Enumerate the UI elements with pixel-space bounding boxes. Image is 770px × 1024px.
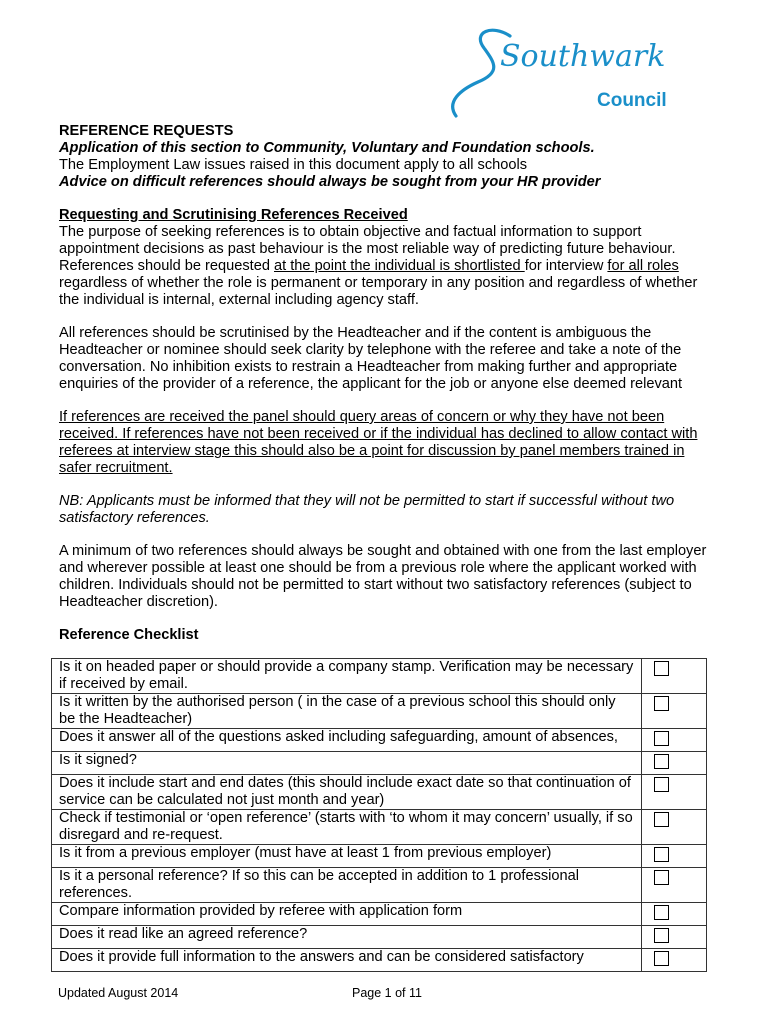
checklist-item-text: Is it signed? xyxy=(52,752,642,775)
nb-note: NB: Applicants must be informed that they will not be permitted to start if successful without two satisfactory references. xyxy=(59,493,675,526)
checkbox[interactable] xyxy=(654,661,669,676)
checkbox[interactable] xyxy=(654,847,669,862)
checklist-row xyxy=(52,694,707,729)
checklist-item-text: Check if testimonial or ‘open reference’ (starts with ‘to whom it may concern’ usually, if so disregard and re-request. xyxy=(52,810,642,845)
checklist-row xyxy=(52,659,707,694)
paragraph-query: If references are received the panel should query areas of concern or why they have not been received. If references have not been received or if the individual has declined to allow contact with referees at interview stage this should also be a point for discussion by panel members trained in safer recruitment. xyxy=(59,409,698,476)
checklist-item-text: Is it from a previous employer (must have at least 1 from previous employer) xyxy=(52,845,642,868)
footer-updated: Updated August 2014 xyxy=(58,986,179,1000)
checkbox[interactable] xyxy=(654,777,669,792)
checklist-row xyxy=(52,752,707,775)
checklist-row xyxy=(52,868,707,903)
checklist-item-text: Compare information provided by referee with application form xyxy=(52,903,642,926)
checklist-title: Reference Checklist xyxy=(59,627,199,643)
checkbox[interactable] xyxy=(654,731,669,746)
law-note: The Employment Law issues raised in this document apply to all schools xyxy=(59,157,528,173)
checklist-row xyxy=(52,845,707,868)
checkbox[interactable] xyxy=(654,951,669,966)
checkbox[interactable] xyxy=(654,870,669,885)
checklist-row xyxy=(52,926,707,949)
checkbox[interactable] xyxy=(654,696,669,711)
checklist-row xyxy=(52,729,707,752)
checklist-row xyxy=(52,775,707,810)
checkbox[interactable] xyxy=(654,754,669,769)
checklist-row xyxy=(52,810,707,845)
checkbox[interactable] xyxy=(654,905,669,920)
logo-wordmark: Southwark xyxy=(500,39,666,74)
checklist-item-text: Is it written by the authorised person ( in the case of a previous school this should only be the Headteacher) xyxy=(52,694,642,729)
checklist-item-text: Is it a personal reference? If so this can be accepted in addition to 1 professional references. xyxy=(52,868,642,903)
checklist-item-text: Does it provide full information to the answers and can be considered satisfactory xyxy=(52,949,642,972)
checkbox[interactable] xyxy=(654,812,669,827)
checklist-item-text: Is it on headed paper or should provide a company stamp. Verification may be necessary if received by email. xyxy=(52,659,642,694)
checklist-item-text: Does it answer all of the questions asked including safeguarding, amount of absences, xyxy=(52,729,642,752)
checklist-item-text: Does it include start and end dates (this should include exact date so that continuation of service can be calculated not just month and year) xyxy=(52,775,642,810)
page-title: REFERENCE REQUESTS xyxy=(59,123,234,139)
checkbox[interactable] xyxy=(654,928,669,943)
checklist-row xyxy=(52,903,707,926)
southwark-council-logo xyxy=(440,22,680,122)
logo-council-text: Council xyxy=(597,90,667,111)
section-heading: Requesting and Scrutinising References Received xyxy=(59,207,408,223)
checklist-row xyxy=(52,949,707,972)
page-number: Page 1 of 11 xyxy=(352,986,422,1000)
paragraph-purpose: The purpose of seeking references is to obtain objective and factual information to support appointment decisions as past behaviour is the most reliable way of predicting future behaviour. References should be requested at the point the individual is shortlisted for interview for all roles regardless of whether the role is permanent or temporary in any position and regardless of whether the individual is internal, external including agency staff. xyxy=(59,224,698,308)
applicability-note: Application of this section to Community, Voluntary and Foundation schools. xyxy=(59,140,595,156)
reference-checklist xyxy=(51,658,707,972)
paragraph-scrutinise: All references should be scrutinised by the Headteacher and if the content is ambiguous the Headteacher or nominee should seek clarity by telephone with the referee and take a note of the conversation. No inhibition exists to restrain a Headteacher from making further and appropriate enquiries of the provider of a reference, the applicant for the job or anyone else deemed relevant xyxy=(59,325,683,392)
paragraph-minimum: A minimum of two references should always be sought and obtained with one from the last employer and wherever possible at least one should be from a previous role where the applicant worked with children. Individuals should not be permitted to start without two satisfactory references (subject to Headteacher discretion). xyxy=(59,543,707,610)
advice-note: Advice on difficult references should always be sought from your HR provider xyxy=(59,174,601,190)
document-body xyxy=(59,123,719,644)
checklist-item-text: Does it read like an agreed reference? xyxy=(52,926,642,949)
